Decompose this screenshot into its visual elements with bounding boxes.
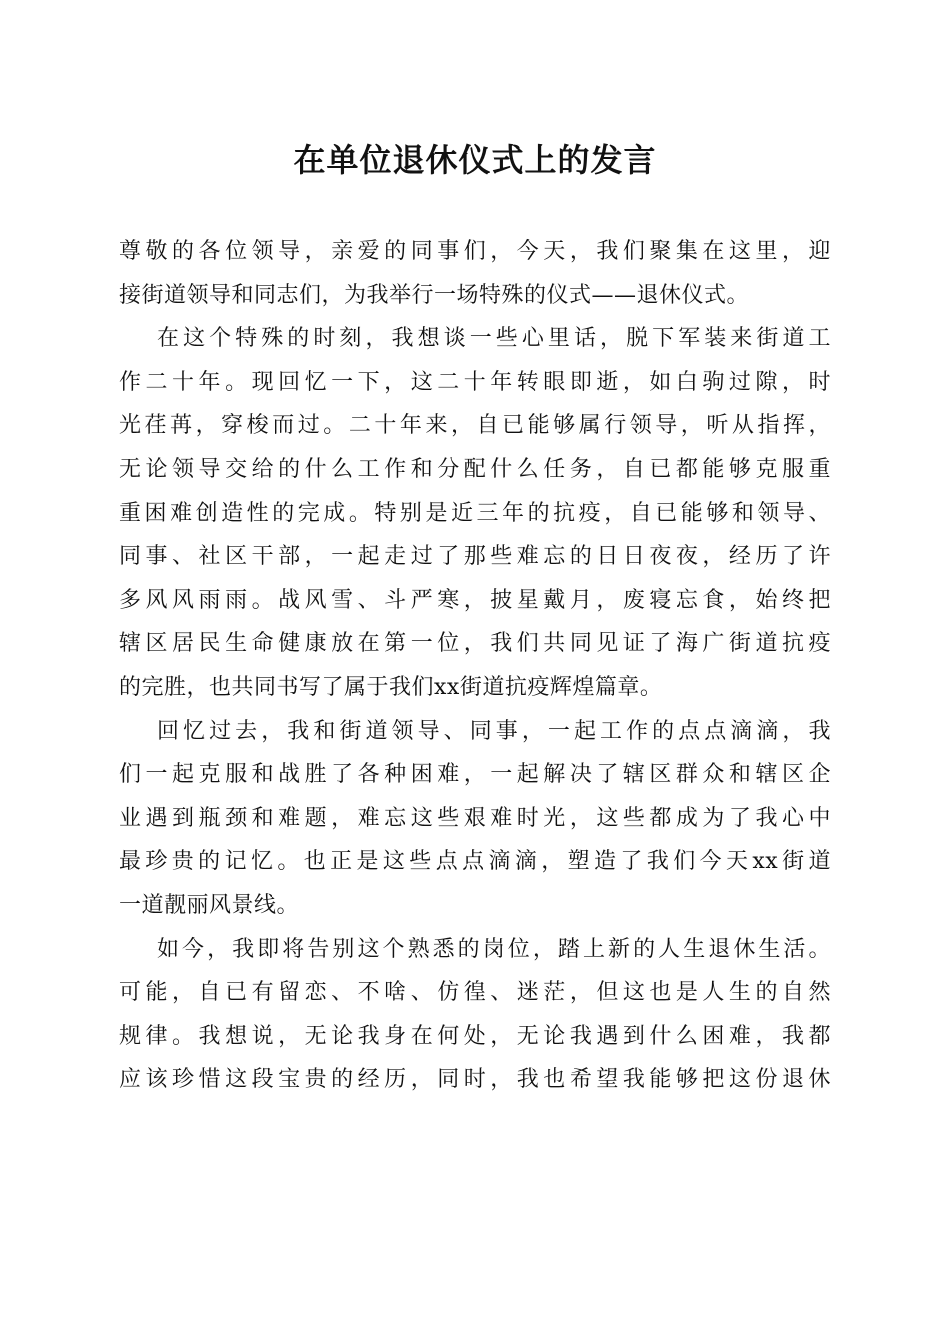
text-line: 回忆过去，我和街道领导、同事，一起工作的点点滴滴，我 bbox=[157, 718, 831, 744]
document-title: 在单位退休仪式上的发言 bbox=[293, 141, 657, 179]
text-line: 重困难创造性的完成。特别是近三年的抗疫，自已能够和领导、 bbox=[119, 500, 831, 526]
text-line: 无论领导交给的什么工作和分配什么任务，自已都能够克服重 bbox=[119, 456, 831, 482]
text-line: 尊敬的各位领导，亲爱的同事们，今天，我们聚集在这里，迎 bbox=[119, 239, 831, 264]
text-line: 如今，我即将告别这个熟悉的岗位，踏上新的人生退休生活。 bbox=[157, 936, 831, 962]
text-line: 规律。我想说，无论我身在何处，无论我遇到什么困难，我都 bbox=[119, 1023, 831, 1049]
text-line: 们一起克服和战胜了各种困难，一起解决了辖区群众和辖区企 bbox=[119, 762, 831, 788]
text-line: 可能，自已有留恋、不啥、仿徨、迷茫，但这也是人生的自然 bbox=[119, 980, 831, 1006]
document-body bbox=[119, 230, 831, 1102]
text-line: 一道靓丽风景线。 bbox=[119, 892, 300, 918]
text-line: 光荏苒，穿梭而过。二十年来，自已能够属行领导，听从指挥， bbox=[119, 413, 831, 439]
text-line: 接街道领导和同志们，为我举行一场特殊的仪式——退休仪式。 bbox=[119, 282, 750, 308]
text-line: 作二十年。现回忆一下，这二十年转眼即逝，如白驹过隙，时 bbox=[119, 369, 831, 395]
text-line: 同事、社区干部，一起走过了那些难忘的日日夜夜，经历了许 bbox=[119, 544, 831, 570]
text-line: 应该珍惜这段宝贵的经历，同时，我也希望我能够把这份退休 bbox=[119, 1067, 831, 1093]
text-line: 的完胜，也共同书写了属于我们xx街道抗疫辉煌篇章。 bbox=[119, 674, 663, 700]
text-line: 辖区居民生命健康放在第一位，我们共同见证了海广街道抗疫 bbox=[119, 631, 831, 657]
text-line: 多风风雨雨。战风雪、斗严寒，披星戴月，废寝忘食，始终把 bbox=[119, 587, 831, 613]
text-line: 业遇到瓶颈和难题，难忘这些艰难时光，这些都成为了我心中 bbox=[119, 805, 831, 831]
text-line: 在这个特殊的时刻，我想谈一些心里话，脱下军装来街道工 bbox=[157, 326, 831, 352]
text-line: 最珍贵的记忆。也正是这些点点滴滴，塑造了我们今天xx街道 bbox=[119, 849, 831, 875]
